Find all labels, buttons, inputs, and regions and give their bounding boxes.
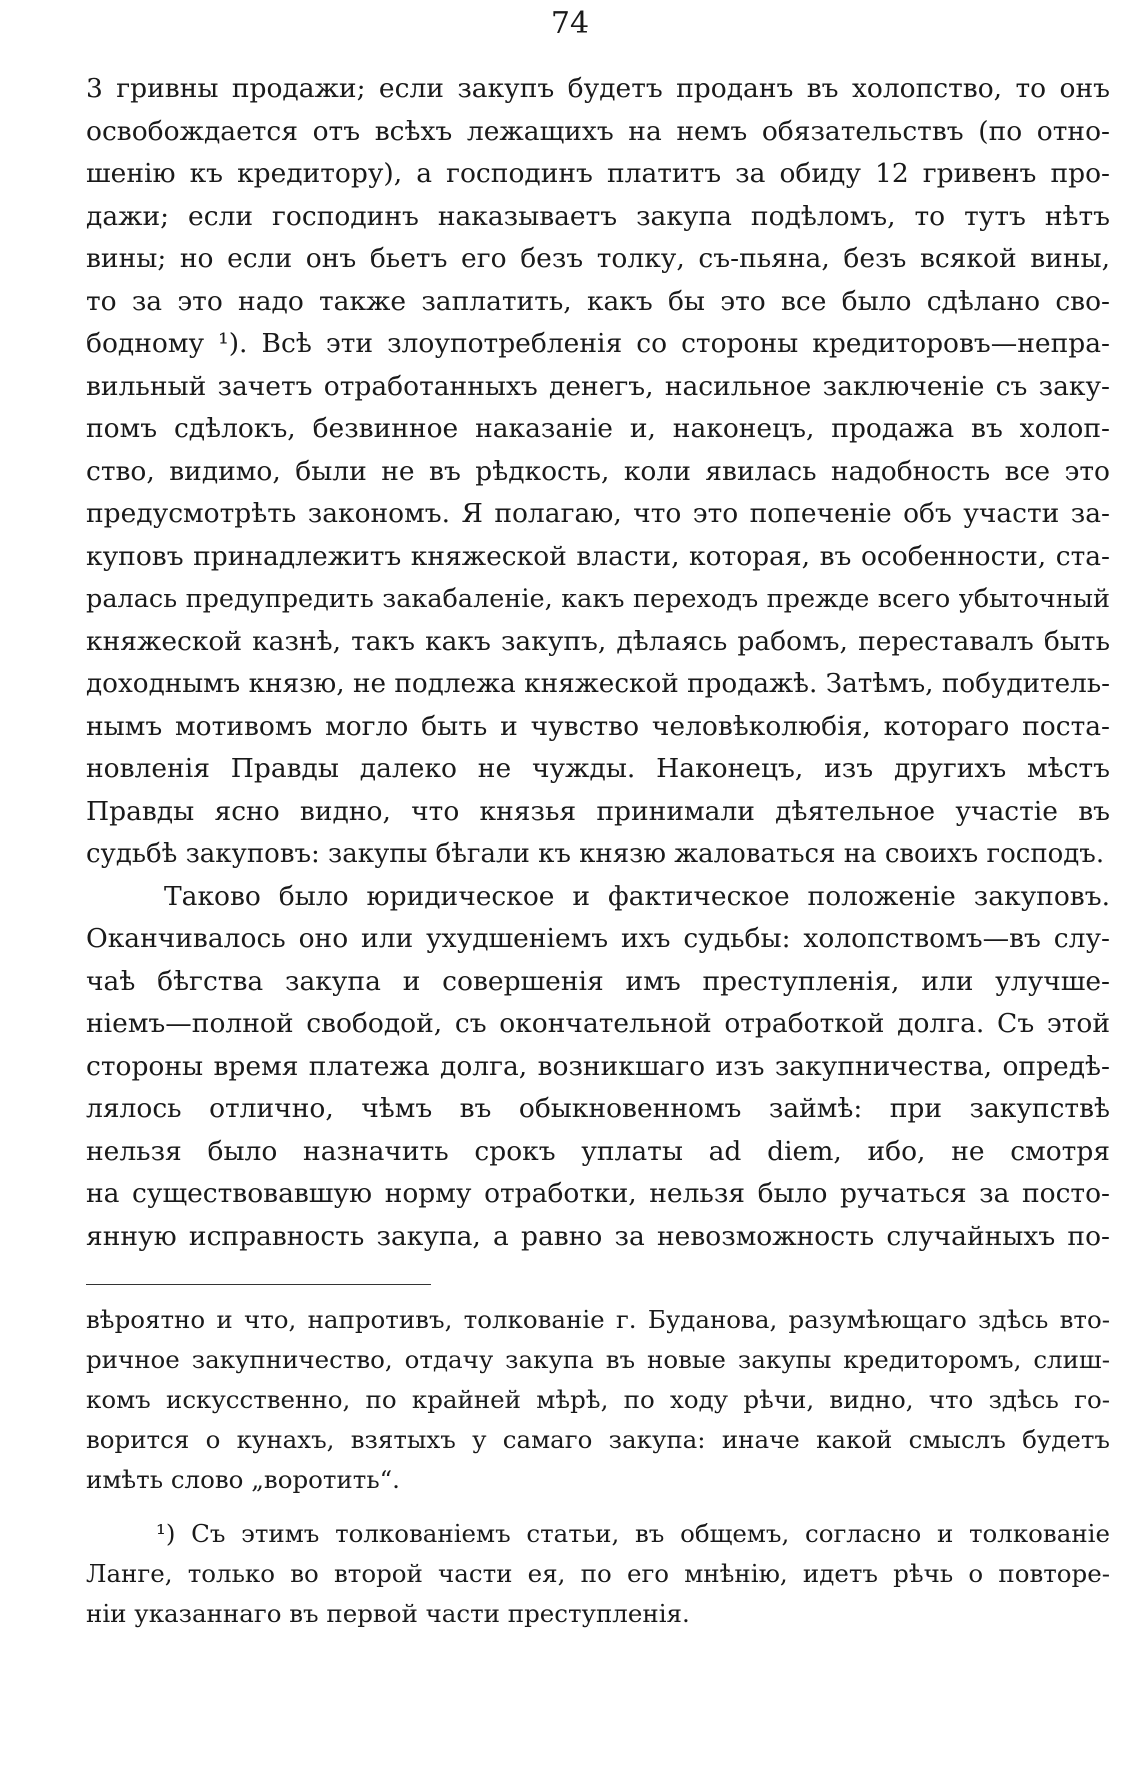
text-line: помъ сдѣлокъ, безвинное наказаніе и, наконецъ, продажа въ холоп- [86, 413, 1110, 444]
text-line: Оканчивалось оно или ухудшеніемъ ихъ судьбы: холопствомъ—въ слу- [86, 923, 1110, 954]
text-line: стороны время платежа долга, возникшаго изъ закупничества, опредѣ- [86, 1050, 1110, 1082]
text-line: предусмотрѣть закономъ. Я полагаю, что это попеченіе объ участи за- [86, 498, 1110, 529]
footnote-1-line: Ланге, только во второй части ея, по его мнѣнію, идетъ рѣчь о повторе- [86, 1559, 1110, 1588]
text-line: нымъ мотивомъ могло быть и чувство человѣколюбія, котораго поста- [86, 710, 1110, 742]
text-line: чаѣ бѣгства закупа и совершенія имъ преступленія, или улучше- [86, 965, 1110, 997]
text-line: ралась предупредить закабаленіе, какъ переходъ прежде всего убыточный [86, 584, 1110, 614]
footnote-line: вѣроятно и что, напротивъ, толкованіе г. Буданова, разумѣющаго здѣсь вто- [86, 1305, 1110, 1334]
text-line: 3 гривны продажи; если закупъ будетъ проданъ въ холопство, то онъ [86, 73, 1110, 104]
page-number: 74 [550, 6, 590, 41]
text-line: янную исправность закупа, а равно за невозможность случайныхъ по- [86, 1220, 1110, 1252]
text-line: вины; но если онъ бьетъ его безъ толку, съ-пьяна, безъ всякой вины, [86, 243, 1110, 274]
text-line: нельзя было назначить срокъ уплаты ad diem, ибо, не смотря [86, 1135, 1110, 1167]
text-line: новленія Правды далеко не чужды. Наконецъ, изъ другихъ мѣстъ [86, 753, 1110, 784]
footnote-line: имѣть слово „воротить“. [86, 1465, 400, 1494]
footnote-line: ричное закупничество, отдачу закупа въ новые закупы кредиторомъ, слиш- [86, 1345, 1110, 1374]
text-line: шенію къ кредитору), а господинъ платитъ за обиду 12 гривенъ про- [86, 158, 1110, 189]
text-line: освобождается отъ всѣхъ лежащихъ на немъ обязательствъ (по отно- [86, 115, 1110, 147]
text-line: ство, видимо, были не въ рѣдкость, коли явилась надобность все это [86, 455, 1110, 487]
text-line: лялось отлично, чѣмъ въ обыкновенномъ займѣ: при закупствѣ [86, 1093, 1110, 1124]
text-line: куповъ принадлежитъ княжеской власти, которая, въ особенности, ста- [86, 540, 1110, 572]
text-line: то за это надо также заплатить, какъ бы это все было сдѣлано сво- [86, 285, 1110, 317]
text-line: Правды ясно видно, что князья принимали дѣятельное участіе въ [86, 795, 1110, 827]
text-line: на существовавшую норму отработки, нельзя было ручаться за посто- [86, 1178, 1110, 1209]
text-line: бодному ¹). Всѣ эти злоупотребленія со стороны кредиторовъ—непра- [86, 328, 1110, 359]
main-text [86, 68, 1110, 1258]
footnote-line: ворится о кунахъ, взятыхъ у самаго закупа: иначе какой смыслъ будетъ [86, 1425, 1110, 1454]
footnote-1-line: ¹) Съ этимъ толкованіемъ статьи, въ общемъ, согласно и толкованіе [156, 1519, 1110, 1548]
footnotes [86, 1300, 1110, 1634]
text-line: дажи; если господинъ наказываетъ закупа подѣломъ, то тутъ нѣтъ [86, 200, 1110, 232]
text-line: судьбѣ закуповъ: закупы бѣгали къ князю жаловаться на своихъ господъ. [86, 839, 1105, 869]
text-line: княжеской казнѣ, такъ какъ закупъ, дѣлаясь рабомъ, переставалъ быть [86, 625, 1110, 657]
footnote-1-line: ніи указаннаго въ первой части преступленія. [86, 1599, 690, 1628]
footnote-gap [86, 1500, 1110, 1514]
text-line: вильный зачетъ отработанныхъ денегъ, насильное заключеніе съ заку- [86, 370, 1110, 402]
text-line: доходнымъ князю, не подлежа княжеской продажѣ. Затѣмъ, побудитель- [86, 669, 1110, 699]
text-line: ніемъ—полной свободой, съ окончательной отработкой долга. Съ этой [86, 1008, 1110, 1039]
footnote-line: комъ искусственно, по крайней мѣрѣ, по ходу рѣчи, видно, что здѣсь го- [86, 1385, 1110, 1414]
paragraph-start-line: Таково было юридическое и фактическое положеніе закуповъ. [164, 880, 1110, 912]
footnote-divider [86, 1284, 431, 1285]
